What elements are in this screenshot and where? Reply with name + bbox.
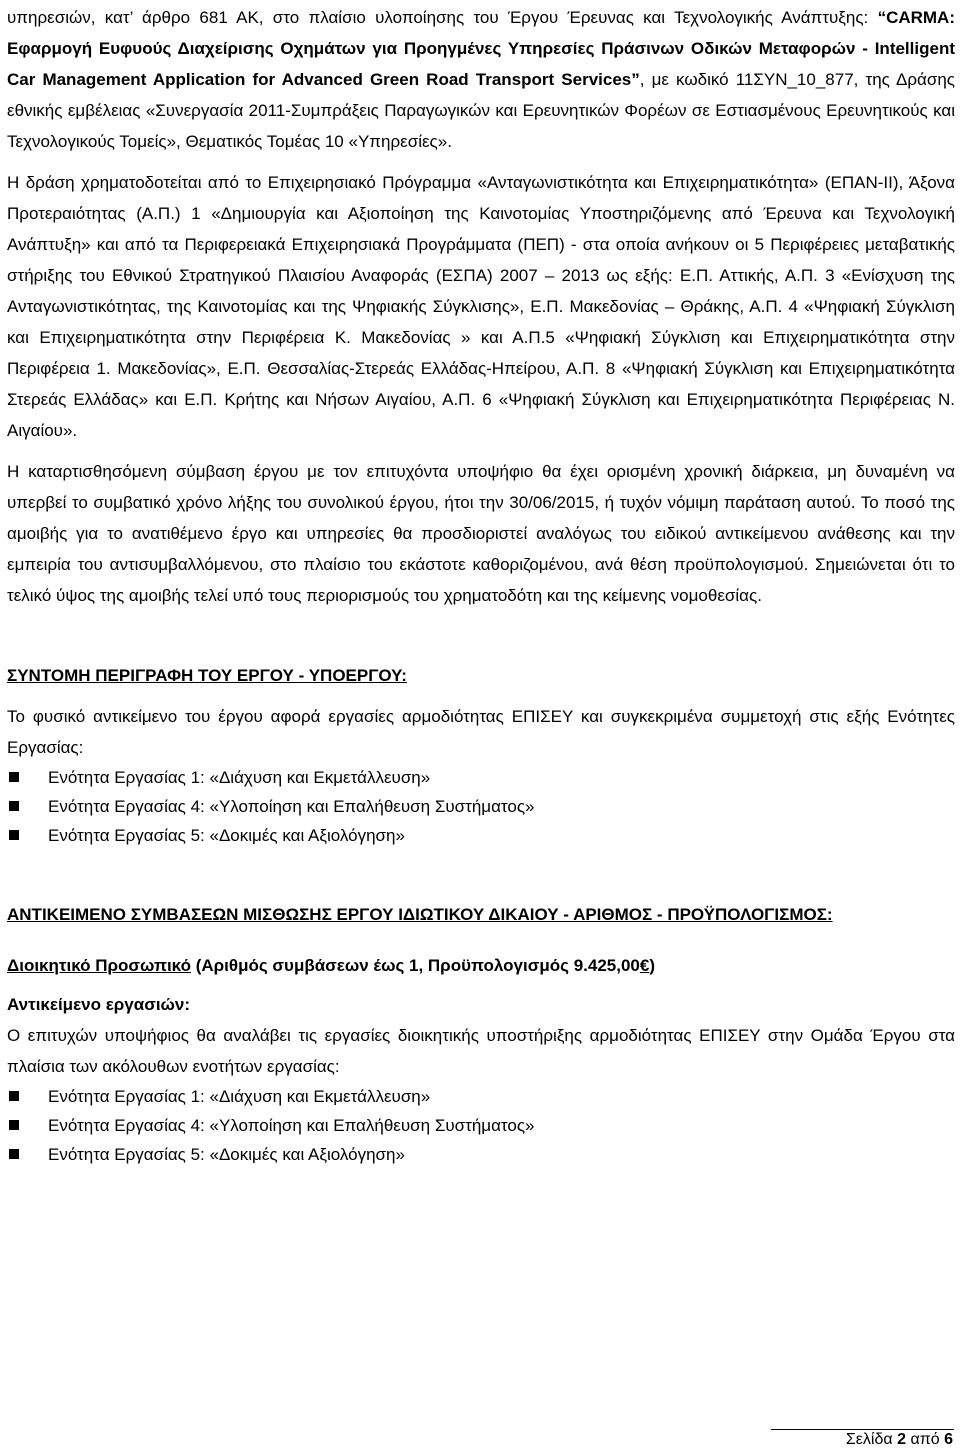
square-bullet-icon xyxy=(9,1091,19,1101)
list-item: Ενότητα Εργασίας 5: «Δοκιμές και Αξιολόγηση» xyxy=(7,1140,955,1169)
section-heading-description: ΣΥΝΤΟΜΗ ΠΕΡΙΓΡΑΦΗ ΤΟΥ ΕΡΓΟΥ - ΥΠΟΕΡΓΟΥ: xyxy=(7,666,407,685)
intro-paragraph xyxy=(7,2,955,157)
footer-page-number: 2 xyxy=(897,1431,906,1448)
object-text: Ο επιτυχών υποψήφιος θα αναλάβει τις εργασίες διοικητικής υποστήριξης αρμοδιότητας ΕΠΙΣΕΥ στην Ομάδα Έργου στα πλαίσια των ακόλουθων ενοτήτων εργασίας: xyxy=(7,1026,955,1076)
square-bullet-icon xyxy=(9,1120,19,1130)
section-heading-contracts: ΑΝΤΙΚΕΙΜΕΝΟ ΣΥΜΒΑΣΕΩΝ ΜΙΣΘΩΣΗΣ ΕΡΓΟΥ ΙΔΙΩΤΙΚΟΥ ΔΙΚΑΙΟΥ - ΑΡΙΘΜΟΣ - ΠΡΟΫΠΟΛΟΓΙΣΜΟΣ: xyxy=(7,905,833,924)
footer-label: Σελίδα xyxy=(845,1431,893,1448)
list-item: Ενότητα Εργασίας 5: «Δοκιμές και Αξιολόγηση» xyxy=(7,821,955,850)
list-item: Ενότητα Εργασίας 4: «Υλοποίηση και Επαλήθευση Συστήματος» xyxy=(7,792,955,821)
square-bullet-icon xyxy=(9,1149,19,1159)
footer-total-pages: 6 xyxy=(944,1431,953,1448)
intro-line: υπηρεσιών, κατ’ άρθρο 681 ΑΚ, στο πλαίσιο υλοποίησης του Έργου Έρευνας και Τεχνολογικής Ανάπτυξης: xyxy=(7,8,869,27)
section-description-text: Το φυσικό αντικείμενο του έργου αφορά εργασίες αρμοδιότητας ΕΠΙΣΕΥ και συγκεκριμένα συμμετοχή στις εξής Ενότητες Εργασίας: xyxy=(7,707,955,757)
work-packages-list xyxy=(7,763,955,850)
footer-of: από xyxy=(910,1431,940,1448)
footer-divider xyxy=(771,1429,954,1430)
list-item: Ενότητα Εργασίας 1: «Διάχυση και Εκμετάλλευση» xyxy=(7,1082,955,1111)
intro-rest: , με κωδικό 11ΣΥΝ_10_877, της Δράσης εθνικής εμβέλειας «Συνεργασία 2011-Συμπράξεις Παραγωγικών και Ερευνητικών Φορέων σε Εστιασμένους Ερευνητικούς και Τεχνολογικούς Τομείς», Θεματικός Τομέας 10 «Υπηρεσίες». xyxy=(7,70,955,151)
object-label: Αντικείμενο εργασιών: xyxy=(7,995,191,1014)
square-bullet-icon xyxy=(9,830,19,840)
list-item: Ενότητα Εργασίας 4: «Υλοποίηση και Επαλήθευση Συστήματος» xyxy=(7,1111,955,1140)
document-page xyxy=(7,0,955,1169)
list-item: Ενότητα Εργασίας 1: «Διάχυση και Εκμετάλλευση» xyxy=(7,763,955,792)
contract-paragraph: Η καταρτισθησόμενη σύμβαση έργου με τον επιτυχόντα υποψήφιο θα έχει ορισμένη χρονική διάρκεια, μη δυναμένη να υπερβεί το συμβατικό χρόνο λήξης του συνολικού έργου, ήτοι την 30/06/2015, ή τυχόν νόμιμη παράταση αυτού. Το ποσό της αμοιβής για το ανατιθέμενο έργο και υπηρεσίες θα προσδιοριστεί αναλόγως του ειδικού αντικείμενου ανάθεσης και την εμπειρία του αντισυμβαλλόμενου, στο πλαίσιο του εκάστοτε καθοριζομένου, ανά θέση προϋπολογισμού. Σημειώνεται ότι το τελικό ύψος της αμοιβής τελεί υπό τους περιορισμούς του χρηματοδότη και της κείμενης νομοθεσίας. xyxy=(7,462,955,605)
square-bullet-icon xyxy=(9,772,19,782)
staff-subheading: Διοικητικό Προσωπικό (Αριθμός συμβάσεων έως 1, Προϋπολογισμός 9.425,00€) xyxy=(7,956,656,975)
project-title: “CARMA: Εφαρμογή Ευφυούς Διαχείρισης Οχημάτων για Προηγμένες Υπηρεσίες Πράσινων Οδικών Μεταφορών - Intelligent Car Management Application for Advanced Green Road Transport Services” xyxy=(7,8,955,89)
page-footer xyxy=(846,1431,953,1449)
work-packages-list-2 xyxy=(7,1082,955,1169)
funding-paragraph: Η δράση χρηματοδοτείται από το Επιχειρησιακό Πρόγραμμα «Ανταγωνιστικότητα και Επιχειρηματικότητα» (ΕΠΑΝ-ΙΙ), Άξονα Προτεραιότητας (Α.Π.) 1 «Δημιουργία και Αξιοποίηση της Καινοτομίας Υποστηριζόμενης από Έρευνα και Τεχνολογική Ανάπτυξη» και από τα Περιφερειακά Επιχειρησιακά Προγράμματα (ΠΕΠ) - στα οποία ανήκουν οι 5 Περιφέρειες μεταβατικής στήριξης του Εθνικού Στρατηγικού Πλαισίου Αναφοράς (ΕΣΠΑ) 2007 – 2013 ως εξής: Ε.Π. Αττικής, Α.Π. 3 «Ενίσχυση της Ανταγωνιστικότητας, της Καινοτομίας και της Ψηφιακής Σύγκλισης», Ε.Π. Μακεδονίας – Θράκης, Α.Π. 4 «Ψηφιακή Σύγκλιση και Επιχειρηματικότητα στην Περιφέρεια Κ. Μακεδονίας » και Α.Π.5 «Ψηφιακή Σύγκλιση και Επιχειρηματικότητα στην Περιφέρεια 1. Μακεδονίας», Ε.Π. Θεσσαλίας-Στερεάς Ελλάδας-Ηπείρου, Α.Π. 8 «Ψηφιακή Σύγκλιση και Επιχειρηματικότητα Στερεάς Ελλάδας» και Ε.Π. Κρήτης και Νήσων Αιγαίου, Α.Π. 6 «Ψηφιακή Σύγκλιση και Επιχειρηματικότητα Περιφέρειας Ν. Αιγαίου». xyxy=(7,173,955,440)
square-bullet-icon xyxy=(9,801,19,811)
